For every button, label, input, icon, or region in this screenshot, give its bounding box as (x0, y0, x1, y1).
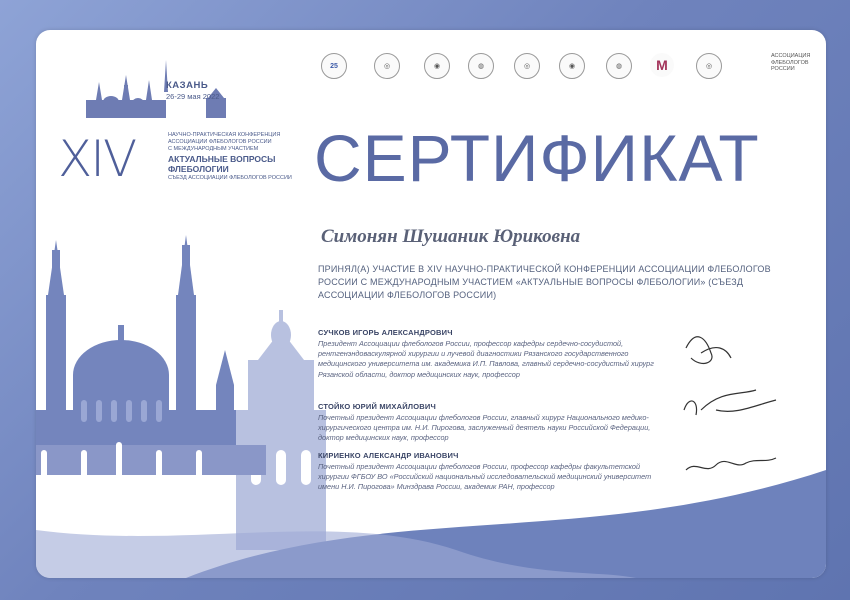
certificate-title: СЕРТИФИКАТ (314, 121, 760, 195)
signature-2 (684, 390, 776, 415)
signatory-1-name: СУЧКОВ ИГОРЬ АЛЕКСАНДРОВИЧ (318, 328, 453, 337)
logo-6: ◉ (559, 53, 585, 79)
certificate-sheet (36, 30, 826, 578)
logo-4: ◍ (468, 53, 494, 79)
logo-7: ◍ (606, 53, 632, 79)
signatory-2-name: СТОЙКО ЮРИЙ МИХАЙЛОВИЧ (318, 402, 436, 411)
dates: 26-29 мая 2022 (166, 92, 220, 101)
logo-25: 25 (321, 53, 347, 79)
conference-line-2: АССОЦИАЦИИ ФЛЕБОЛОГОВ РОССИИ (168, 139, 272, 145)
mosque-silhouette (36, 235, 266, 445)
topic-line-1: АКТУАЛЬНЫЕ ВОПРОСЫ (168, 154, 276, 164)
kazan-skyline-illustration (36, 30, 826, 578)
mosque-base (36, 445, 266, 475)
logo-3: ◉ (424, 53, 450, 79)
city: КАЗАНЬ (166, 80, 209, 91)
logo-9: ◎ (696, 53, 722, 79)
association-logo-text: АССОЦИАЦИЯ ФЛЕБОЛОГОВ РОССИИ (771, 53, 811, 72)
signatory-3-role: Почетный президент Ассоциации флебологов России, профессор кафедры факультетской хирургии ФГБОУ ВО «Российский национальный исследовательский медицинский университет имени Н.И. Пирогова» Минздрава России, академик РАН, профессор (318, 462, 652, 492)
signatory-2-role: Почетный президент Ассоциации флебологов России, главный хирург Национального медико-хирургического центра им. Н.И. Пирогова, заслуженный деятель науки Российской Федерации, доктор медицинских наук, профессор (318, 413, 651, 443)
conference-line-3: С МЕЖДУНАРОДНЫМ УЧАСТИЕМ (168, 146, 259, 152)
signature-3 (686, 458, 776, 470)
logo-2: ◎ (374, 53, 400, 79)
signatory-3-name: КИРИЕНКО АЛЕКСАНДР ИВАНОВИЧ (318, 451, 459, 460)
conference-line-1: НАУЧНО-ПРАКТИЧЕСКАЯ КОНФЕРЕНЦИЯ (168, 132, 281, 138)
participation-text: ПРИНЯЛ(А) УЧАСТИЕ В XIV НАУЧНО-ПРАКТИЧЕСКОЙ КОНФЕРЕНЦИИ АССОЦИАЦИИ ФЛЕБОЛОГОВ РОССИИ С МЕЖДУНАРОДНЫМ УЧАСТИЕМ «АКТУАЛЬНЫЕ ВОПРОСЫ ФЛЕБОЛОГИИ» (СЪЕЗД АССОЦИАЦИИ ФЛЕБОЛОГОВ РОССИИ) (318, 264, 771, 300)
congress-line: СЪЕЗД АССОЦИАЦИИ ФЛЕБОЛОГОВ РОССИИ (168, 175, 292, 181)
signature-1 (686, 337, 731, 364)
roman-numeral: XIV (58, 130, 136, 188)
signatory-1-role: Президент Ассоциации флебологов России, профессор кафедры сердечно-сосудистой, рентгенэндоваскулярной хирургии и лучевой диагностики Рязанского государственного медицинского университета им. академика И.П. Павлова, главный сердечно-сосудистый хирург Рязанской области, доктор медицинских наук, профессор (318, 339, 654, 379)
logo-m: M (650, 53, 674, 77)
logo-5: ◎ (514, 53, 540, 79)
bell-tower-silhouette (236, 310, 326, 550)
recipient-name: Симонян Шушаник Юриковна (321, 226, 581, 247)
topic-line-2: ФЛЕБОЛОГИИ (168, 164, 229, 174)
